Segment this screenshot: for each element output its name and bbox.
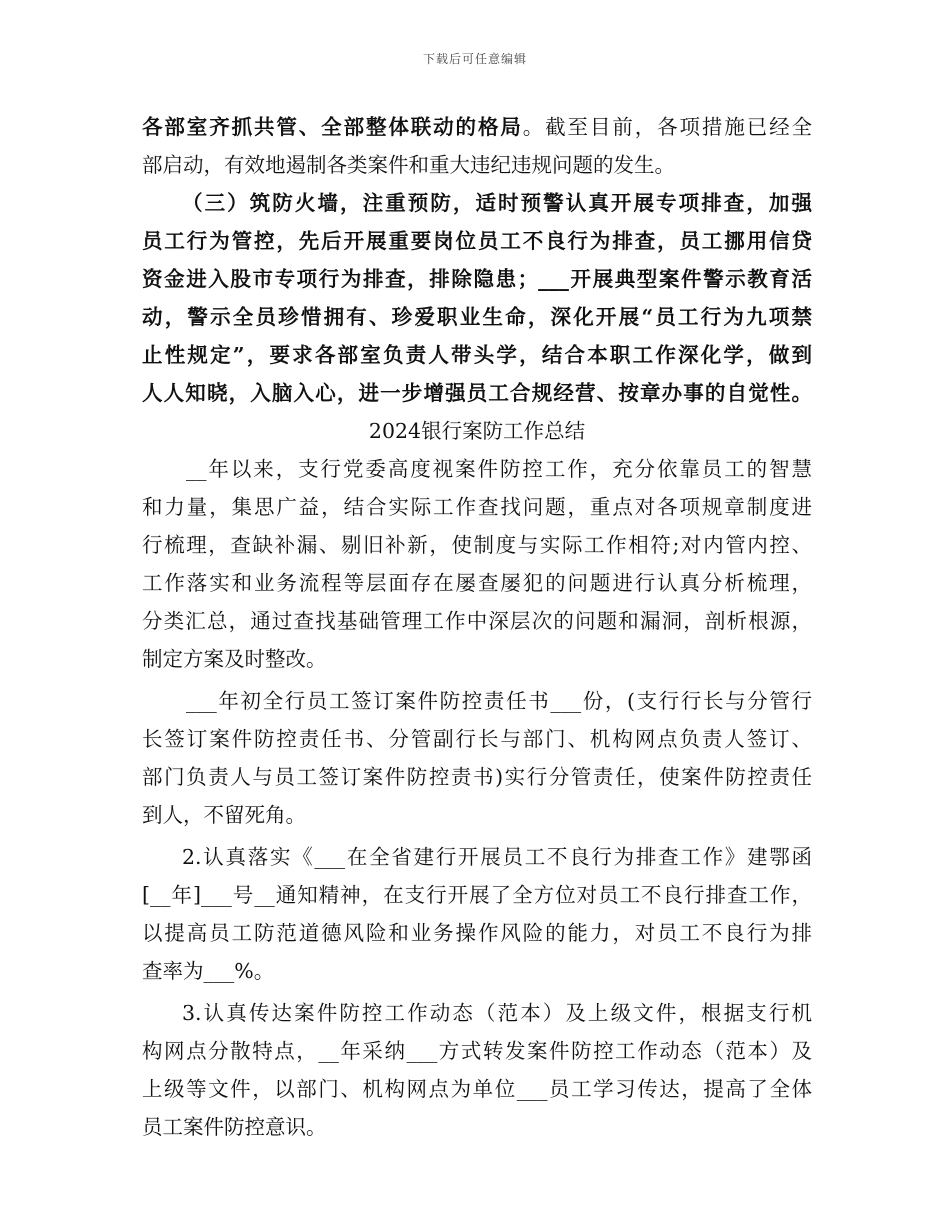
bold-run: 各部室齐抓共管、全部整体联动的格局 [142, 115, 523, 139]
normal-run: 。截至目前，各项措施已经全 [522, 115, 812, 139]
text-line: 上级等文件，以部门、机构网点为单位___员工学习传达，提高了全体 [142, 1077, 812, 1101]
paragraph-2 [142, 682, 812, 834]
text-line: 部启动，有效地遏制各类案件和重大违纪违规问题的发生。 [142, 153, 675, 177]
text-line: 工作落实和业务流程等层面存在屡查屡犯的问题进行认真分析梳理， [142, 571, 812, 595]
section-three [142, 184, 812, 412]
text-line: 和力量，集思广益，结合实际工作查找问题，重点对各项规章制度进 [142, 495, 812, 519]
page-header-note: 下载后可任意编辑 [422, 52, 527, 66]
text-line: 以提高员工防范道德风险和业务操作风险的能力，对员工不良行为排 [142, 921, 812, 945]
text-line: 部门负责人与员工签订案件防控责书)实行分管责任，使案件防控责任 [142, 765, 812, 789]
document-title: 2024银行案防工作总结 [368, 419, 586, 443]
paragraph-1 [142, 450, 812, 678]
section-previous [142, 108, 812, 184]
text-line: 查率为___%。 [142, 959, 275, 983]
text-line: 人人知晓，入脑入心，进一步增强员工合规经营、按章办事的自觉性。 [142, 381, 812, 405]
text-line: 员工行为管控，先后开展重要岗位员工不良行为排查，员工挪用信贷 [142, 229, 812, 253]
text-line: 3.认真传达案件防控工作动态（范本）及上级文件，根据支行机 [182, 1001, 812, 1025]
paragraph-3 [142, 838, 812, 990]
text-line: 分类汇总，通过查找基础管理工作中深层次的问题和漏洞，剖析根源， [142, 609, 812, 633]
text-line: 构网点分散特点，__年采纳___方式转发案件防控工作动态（范本）及 [142, 1039, 812, 1063]
document-body [142, 108, 812, 1146]
text-line [142, 108, 812, 146]
text-line: [__年]___号__通知精神，在支行开展了全方位对员工不良行排查工作， [142, 883, 812, 907]
text-line: __年以来，支行党委高度视案件防控工作，充分依靠员工的智慧 [186, 457, 812, 481]
text-line: 2.认真落实《___在全省建行开展员工不良行为排查工作》建鄂函 [182, 845, 812, 869]
text-line: 到人，不留死角。 [142, 803, 306, 827]
text-line: 动，警示全员珍惜拥有、珍爱职业生命，深化开展“员工行为九项禁 [142, 305, 812, 329]
text-line: 止性规定”，要求各部室负责人带头学，结合本职工作深化学，做到 [142, 343, 812, 367]
text-line: 长签订案件防控责任书、分管副行长与部门、机构网点负责人签订、 [142, 727, 812, 751]
text-line: 制定方案及时整改。 [142, 647, 327, 671]
paragraph-4 [142, 994, 812, 1146]
text-line: 资金进入股市专项行为排查，排除隐患；___开展典型案件警示教育活 [142, 267, 812, 291]
text-line: ___年初全行员工签订案件防控责任书___份，(支行行长与分管行 [186, 689, 812, 713]
section-three-heading-line: （三）筑防火墙，注重预防，适时预警认真开展专项排查，加强 [182, 191, 812, 215]
text-line: 行梳理，查缺补漏、剔旧补新，使制度与实际工作相符;对内管内控、 [142, 533, 812, 557]
text-line: 员工案件防控意识。 [142, 1115, 327, 1139]
